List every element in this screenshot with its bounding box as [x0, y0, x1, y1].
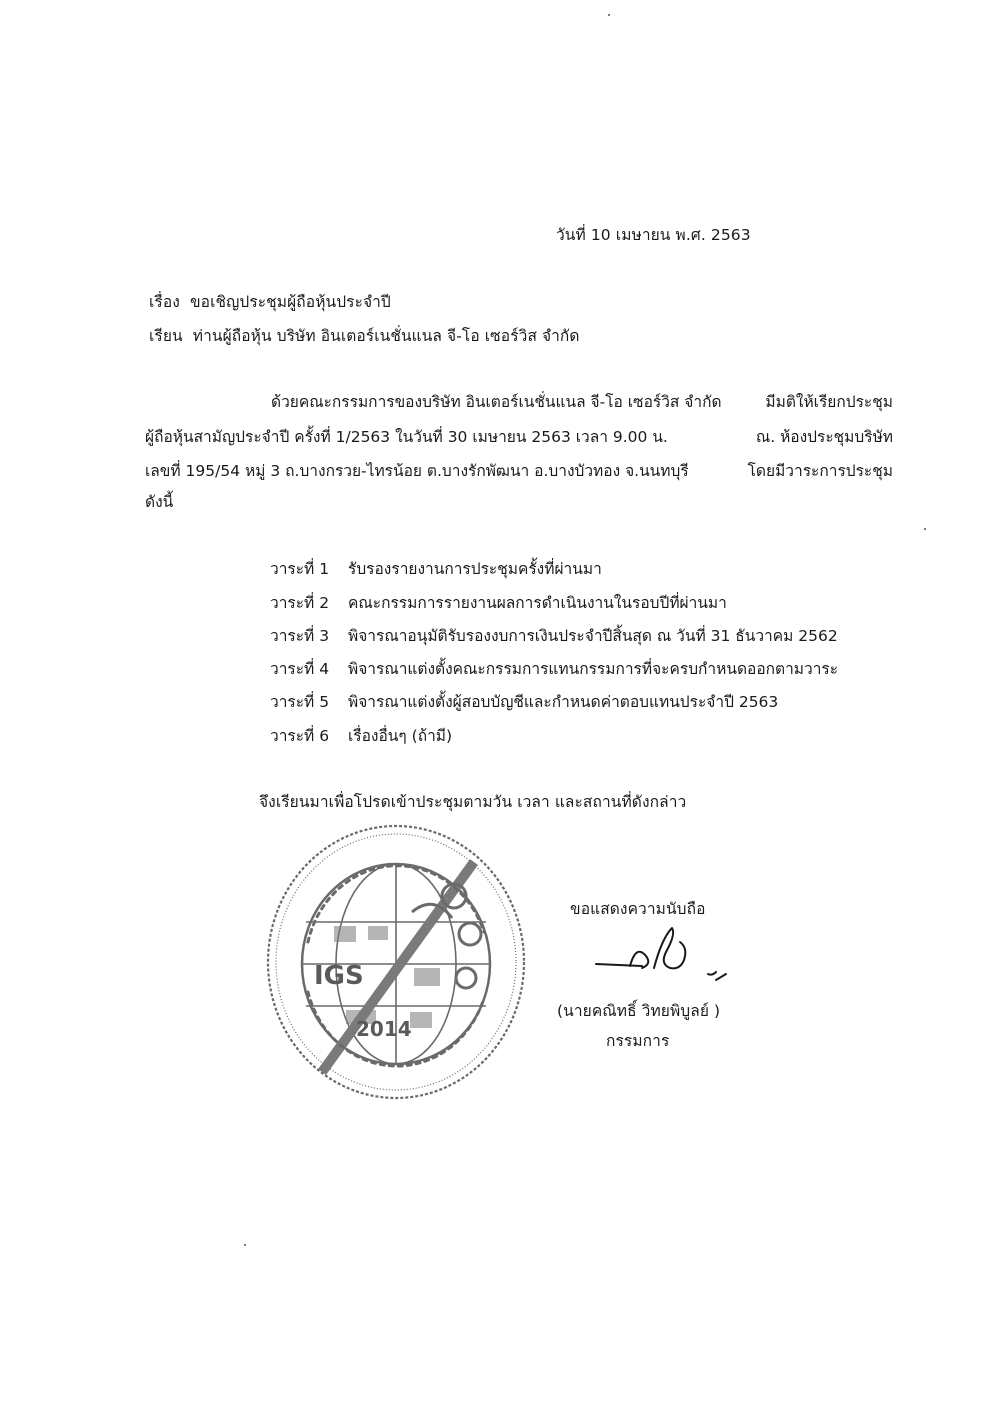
- agenda-text: พิจารณาแต่งตั้งผู้สอบบัญชีและกำหนดค่าตอบแทนประจำปี 2563: [348, 693, 779, 711]
- scan-speck: [924, 528, 926, 530]
- agenda-text: คณะกรรมการรายงานผลการดำเนินงานในรอบปีที่ผ่านมา: [348, 594, 727, 612]
- body-line-2: [145, 427, 893, 447]
- body-line-3-right: โดยมีวาระการประชุม: [747, 462, 893, 480]
- agenda-label: วาระที่ 6: [270, 727, 330, 745]
- body-line-2-right: ณ. ห้องประชุมบริษัท: [755, 428, 893, 446]
- scan-speck: [608, 14, 610, 16]
- agenda-text: พิจารณาอนุมัติรับรองงบการเงินประจำปีสิ้นสุด ณ วันที่ 31 ธันวาคม 2562: [348, 627, 838, 645]
- body-line-1-left: ด้วยคณะกรรมการของบริษัท อินเตอร์เนชั่นแนล จี-โอ เซอร์วิส จำกัด: [271, 393, 722, 411]
- recipient-text: ท่านผู้ถือหุ้น บริษัท อินเตอร์เนชั่นแนล จี-โอ เซอร์วิส จำกัด: [192, 327, 580, 345]
- subject-line: [149, 292, 391, 312]
- agenda-item-5: [270, 692, 778, 712]
- signer-name: (นายคณิทธิ์ วิทยพิบูลย์ ): [557, 1002, 721, 1020]
- agenda-item-6: [270, 726, 452, 746]
- signer-title: กรรมการ: [606, 1032, 670, 1050]
- subject-label: เรื่อง: [149, 293, 180, 311]
- body-line-4-left: ดังนี้: [145, 493, 174, 511]
- agenda-item-2: [270, 593, 727, 613]
- body-line-3: [145, 461, 893, 481]
- agenda-text: รับรองรายงานการประชุมครั้งที่ผ่านมา: [348, 560, 602, 578]
- agenda-text: พิจารณาแต่งตั้งคณะกรรมการแทนกรรมการที่จะครบกำหนดออกตามวาระ: [348, 660, 839, 678]
- recipient-line: [149, 326, 580, 346]
- agenda-label: วาระที่ 5: [270, 693, 330, 711]
- recipient-label: เรียน: [149, 327, 183, 345]
- scan-speck: [244, 1244, 246, 1246]
- agenda-text: เรื่องอื่นๆ (ถ้ามี): [348, 727, 453, 745]
- body-line-1-right: มีมติให้เรียกประชุม: [765, 393, 893, 411]
- seal-year-text: 2014: [356, 1017, 412, 1041]
- body-line-2-left: ผู้ถือหุ้นสามัญประจำปี ครั้งที่ 1/2563 ในวันที่ 30 เมษายน 2563 เวลา 9.00 น.: [145, 428, 668, 446]
- seal-graphic: [264, 822, 528, 1102]
- agenda-label: วาระที่ 4: [270, 660, 330, 678]
- body-line-4: [145, 492, 893, 512]
- signature-graphic: [592, 926, 752, 996]
- agenda-label: วาระที่ 2: [270, 594, 330, 612]
- agenda-item-1: [270, 559, 602, 579]
- subject-text: ขอเชิญประชุมผู้ถือหุ้นประจำปี: [189, 293, 391, 311]
- company-seal: [264, 822, 528, 1102]
- seal-logo-text: IGS: [314, 961, 364, 991]
- body-line-1: [145, 392, 893, 412]
- agenda-item-4: [270, 659, 838, 679]
- agenda-label: วาระที่ 1: [270, 560, 330, 578]
- date-line: วันที่ 10 เมษายน พ.ศ. 2563: [556, 226, 751, 244]
- agenda-item-3: [270, 626, 838, 646]
- closing-line: จึงเรียนมาเพื่อโปรดเข้าประชุมตามวัน เวลา และสถานที่ดังกล่าว: [259, 793, 687, 811]
- agenda-label: วาระที่ 3: [270, 627, 330, 645]
- body-line-3-left: เลขที่ 195/54 หมู่ 3 ถ.บางกรวย-ไทรน้อย ต.บางรักพัฒนา อ.บางบัวทอง จ.นนทบุรี: [145, 462, 689, 480]
- regards-text: ขอแสดงความนับถือ: [570, 900, 706, 918]
